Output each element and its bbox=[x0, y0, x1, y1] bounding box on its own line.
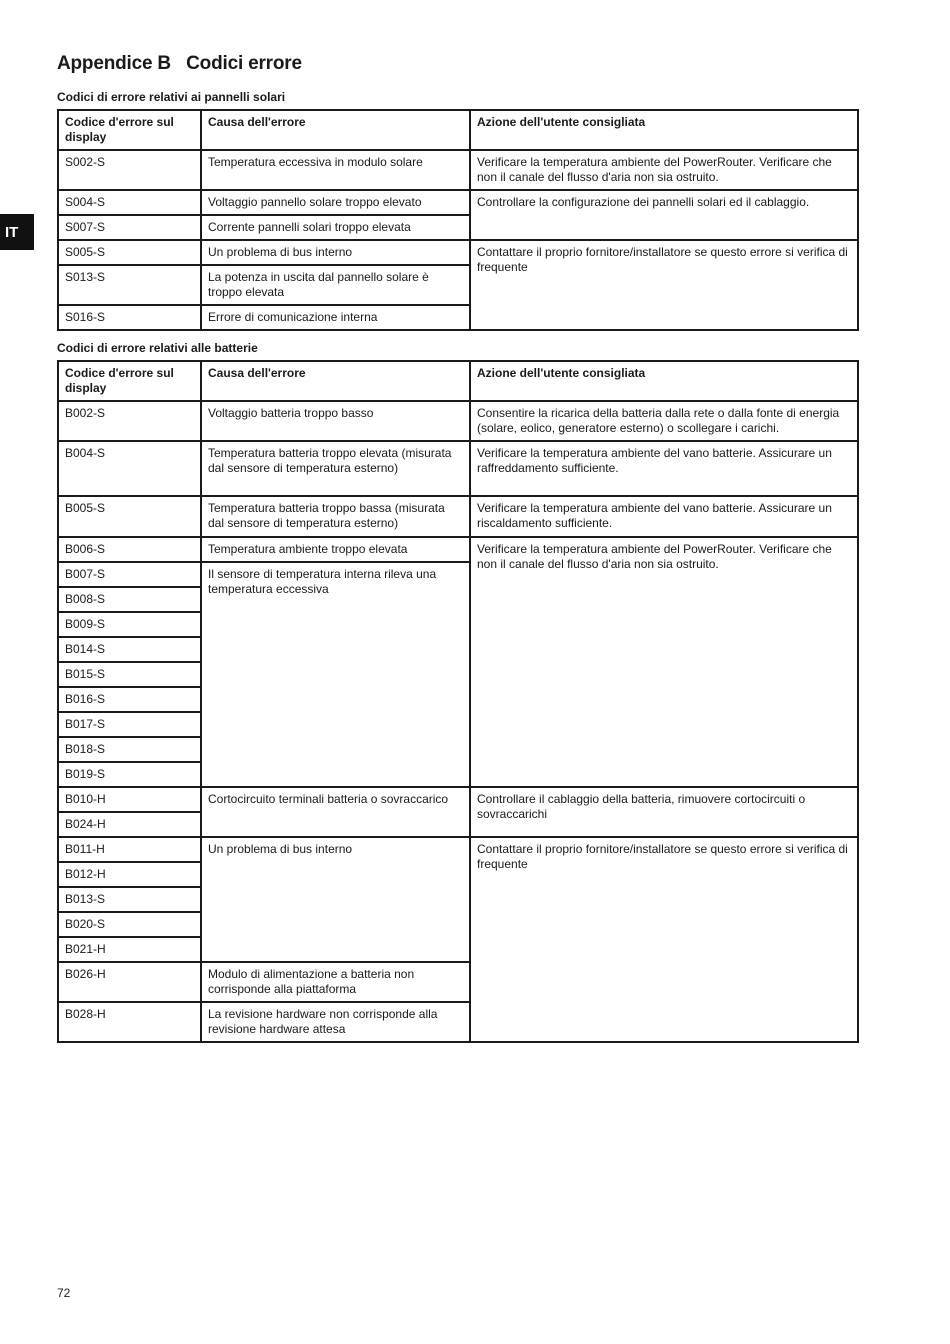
table-row bbox=[58, 150, 858, 190]
error-cause: Errore di comunicazione interna bbox=[201, 305, 470, 330]
error-code: S002-S bbox=[58, 150, 201, 190]
error-code: B004-S bbox=[58, 441, 201, 496]
table-row bbox=[58, 837, 858, 862]
error-action: Controllare la configurazione dei pannelli solari ed il cablaggio. bbox=[470, 190, 858, 240]
error-cause: Il sensore di temperatura interna rileva una temperatura eccessiva bbox=[201, 562, 470, 787]
error-code: B006-S bbox=[58, 537, 201, 562]
table-row bbox=[58, 240, 858, 265]
error-action: Verificare la temperatura ambiente del vano batterie. Assicurare un raffreddamento sufficiente. bbox=[470, 441, 858, 496]
solar-section-title: Codici di errore relativi ai pannelli solari bbox=[57, 90, 286, 104]
table-row bbox=[58, 441, 858, 496]
error-code: B021-H bbox=[58, 937, 201, 962]
error-code: B012-H bbox=[58, 862, 201, 887]
table-row bbox=[58, 496, 858, 537]
error-action: Contattare il proprio fornitore/installatore se questo errore si verifica di frequente bbox=[470, 240, 858, 330]
battery-section-title: Codici di errore relativi alle batterie bbox=[57, 341, 258, 355]
error-code: S004-S bbox=[58, 190, 201, 215]
table-row bbox=[58, 401, 858, 441]
header-code: Codice d'errore sul display bbox=[58, 361, 201, 401]
error-code: B005-S bbox=[58, 496, 201, 537]
error-code: B015-S bbox=[58, 662, 201, 687]
error-action: Consentire la ricarica della batteria dalla rete o dalla fonte di energia (solare, eolico, generatore esterno) o scollegare i carichi. bbox=[470, 401, 858, 441]
page-number: 72 bbox=[57, 1286, 71, 1300]
error-code: B020-S bbox=[58, 912, 201, 937]
page-title: Appendice B Codici errore bbox=[57, 53, 302, 74]
error-code: S007-S bbox=[58, 215, 201, 240]
error-code: B017-S bbox=[58, 712, 201, 737]
header-action: Azione dell'utente consigliata bbox=[470, 361, 858, 401]
error-code: B018-S bbox=[58, 737, 201, 762]
error-cause: Voltaggio batteria troppo basso bbox=[201, 401, 470, 441]
error-cause: Cortocircuito terminali batteria o sovraccarico bbox=[201, 787, 470, 837]
error-code: B002-S bbox=[58, 401, 201, 441]
error-cause: Un problema di bus interno bbox=[201, 837, 470, 962]
error-code: S016-S bbox=[58, 305, 201, 330]
error-code: B013-S bbox=[58, 887, 201, 912]
battery-error-table bbox=[57, 360, 859, 1043]
error-code: B016-S bbox=[58, 687, 201, 712]
error-action: Verificare la temperatura ambiente del vano batterie. Assicurare un riscaldamento sufficiente. bbox=[470, 496, 858, 537]
header-cause: Causa dell'errore bbox=[201, 361, 470, 401]
error-cause: Temperatura batteria troppo elevata (misurata dal sensore di temperatura esterno) bbox=[201, 441, 470, 496]
error-code: S013-S bbox=[58, 265, 201, 305]
header-action: Azione dell'utente consigliata bbox=[470, 110, 858, 150]
error-cause: Corrente pannelli solari troppo elevata bbox=[201, 215, 470, 240]
error-code: S005-S bbox=[58, 240, 201, 265]
error-action: Controllare il cablaggio della batteria, rimuovere cortocircuiti o sovraccarichi bbox=[470, 787, 858, 837]
error-code: B014-S bbox=[58, 637, 201, 662]
error-code: B007-S bbox=[58, 562, 201, 587]
error-action: Contattare il proprio fornitore/installatore se questo errore si verifica di frequente bbox=[470, 837, 858, 1042]
error-action: Verificare la temperatura ambiente del PowerRouter. Verificare che non il canale del flusso d'aria non sia ostruito. bbox=[470, 537, 858, 787]
header-code: Codice d'errore sul display bbox=[58, 110, 201, 150]
error-cause: Modulo di alimentazione a batteria non corrisponde alla piattaforma bbox=[201, 962, 470, 1002]
language-tab: IT bbox=[0, 214, 34, 250]
error-cause: Un problema di bus interno bbox=[201, 240, 470, 265]
error-code: B009-S bbox=[58, 612, 201, 637]
error-code: B011-H bbox=[58, 837, 201, 862]
table-row bbox=[58, 190, 858, 215]
table-row bbox=[58, 537, 858, 562]
table-row bbox=[58, 787, 858, 812]
error-cause: Temperatura batteria troppo bassa (misurata dal sensore di temperatura esterno) bbox=[201, 496, 470, 537]
error-code: B008-S bbox=[58, 587, 201, 612]
error-code: B024-H bbox=[58, 812, 201, 837]
error-cause: La potenza in uscita dal pannello solare è troppo elevata bbox=[201, 265, 470, 305]
error-code: B010-H bbox=[58, 787, 201, 812]
header-cause: Causa dell'errore bbox=[201, 110, 470, 150]
error-cause: Temperatura ambiente troppo elevata bbox=[201, 537, 470, 562]
error-code: B019-S bbox=[58, 762, 201, 787]
error-cause: La revisione hardware non corrisponde alla revisione hardware attesa bbox=[201, 1002, 470, 1042]
error-cause: Voltaggio pannello solare troppo elevato bbox=[201, 190, 470, 215]
error-code: B026-H bbox=[58, 962, 201, 1002]
table-header-row bbox=[58, 110, 858, 150]
error-code: B028-H bbox=[58, 1002, 201, 1042]
solar-error-table bbox=[57, 109, 859, 331]
error-cause: Temperatura eccessiva in modulo solare bbox=[201, 150, 470, 190]
table-header-row bbox=[58, 361, 858, 401]
error-action: Verificare la temperatura ambiente del PowerRouter. Verificare che non il canale del flusso d'aria non sia ostruito. bbox=[470, 150, 858, 190]
